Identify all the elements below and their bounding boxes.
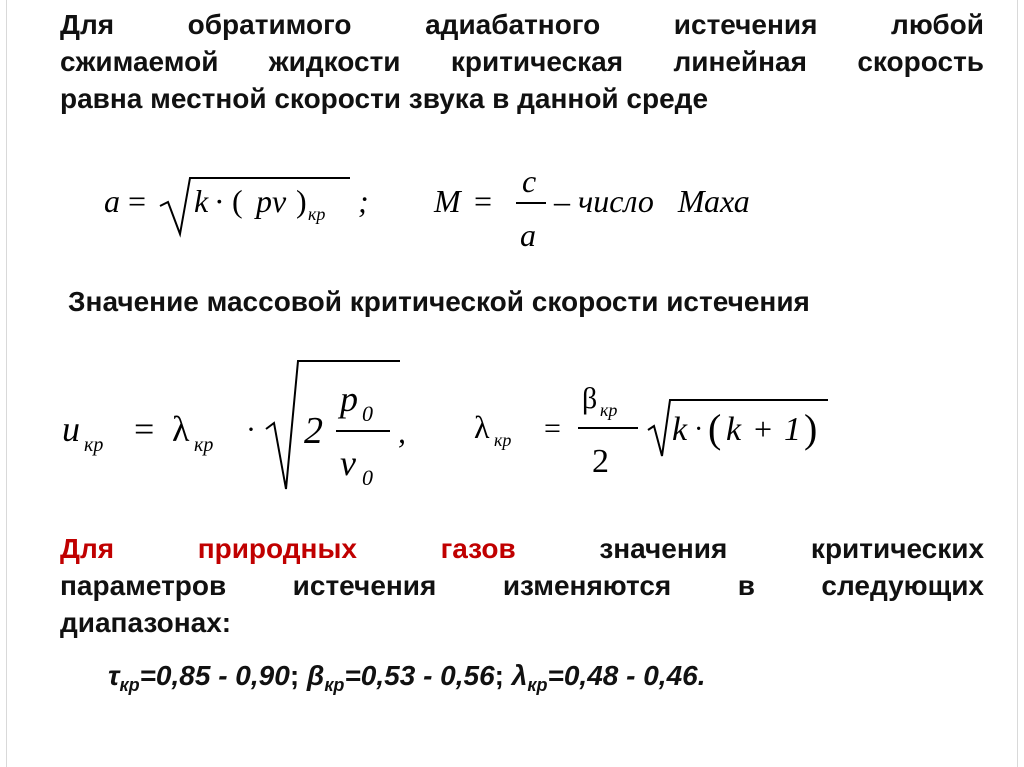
formula2-text: число Маха [578,183,750,219]
range-tau-sub: кр [119,675,140,695]
formula-lambda-critical [470,372,850,482]
formula1-lhs: a [104,183,120,219]
natural-red-word-2: природных [197,533,357,564]
range-end: . [697,660,706,691]
formula4-k2: k [726,411,742,448]
formula3-two: 2 [304,410,323,452]
formula3-radical [266,361,400,489]
formula3-eq: = [134,409,155,449]
subheading-mass-velocity: Значение массовой критической скорости истечения [68,286,810,317]
natural-gas-paragraph [60,530,984,641]
intro-line-3: равна местной скорости звука в данной среде [60,83,709,114]
formula1-paren-open: ( [232,183,243,219]
formula1-paren-close: ) [296,183,307,219]
formula1-sub: кр [308,204,326,224]
intro-paragraph [60,6,984,117]
formula4-plus: + [754,411,773,447]
formula4-eq: = [544,412,561,445]
formula3-u-sub: кр [84,434,104,456]
formula3-dot: · [246,413,256,446]
formula4-k1: k [672,411,688,448]
formula3-v-sub: 0 [362,465,373,490]
formula1-eq: = [128,183,147,219]
formula-mass-velocity [58,355,438,495]
formula4-lambda: λ [474,409,490,445]
formula2-dash: – [554,183,570,219]
formula3-p-sub: 0 [362,401,373,426]
formula-mach-number [430,160,840,260]
slide-border-left [6,0,7,767]
formula3-lambda: λ [172,409,190,449]
formula4-two: 2 [592,443,609,480]
formula2-eq: = [474,183,493,219]
natural-line-1-rest: значения критических [599,533,985,564]
formula4-close: ) [804,406,818,451]
formula1-dot: · [214,183,225,219]
formula2-numerator: c [522,163,537,199]
formula4-lambda-sub: кр [494,430,512,450]
natural-line-3: диапазонах: [60,607,232,638]
formula3-u: u [62,409,80,449]
formula2-lhs: M [434,183,461,219]
range-lambda-symbol: λ [511,660,528,691]
formula4-open: ( [708,406,722,451]
formula3-lambda-sub: кр [194,434,214,456]
range-beta-symbol: β [306,660,325,691]
formula1-pv: pv [256,183,287,219]
formula4-dot: · [694,414,704,445]
formula4-beta-sub: кр [600,400,618,420]
range-tau-symbol: τ [108,660,120,691]
critical-parameter-ranges [108,660,706,696]
natural-red-word-3: газов [440,533,516,564]
range-tau-value: =0,85 - 0,90 [139,660,290,691]
range-lambda-value: =0,48 - 0,46 [547,660,698,691]
range-lambda-sub: кр [527,675,548,695]
intro-line-1: Для обратимого адиабатного истечения любой [60,9,984,40]
formula4-beta: β [582,382,598,415]
range-beta-sub: кр [324,675,345,695]
intro-line-2: сжимаемой жидкости критическая линейная скорость [60,46,984,77]
formula3-v: v [340,443,356,483]
natural-red-word-1: Для [60,533,115,564]
range-sep-2: ; [494,660,512,691]
formula4-one: 1 [784,411,801,448]
slide-border-right [1017,0,1018,767]
formula1-k: k [194,183,209,219]
formula1-semicolon: ; [358,183,369,219]
formula2-denominator: a [520,217,536,253]
natural-line-1 [60,530,984,567]
formula3-p: p [340,379,358,419]
range-sep-1: ; [289,660,307,691]
range-beta-value: =0,53 - 0,56 [344,660,495,691]
formula-speed-of-sound [100,172,400,242]
natural-line-2: параметров истечения изменяются в следующих [60,570,984,601]
formula3-comma: , [398,414,406,450]
